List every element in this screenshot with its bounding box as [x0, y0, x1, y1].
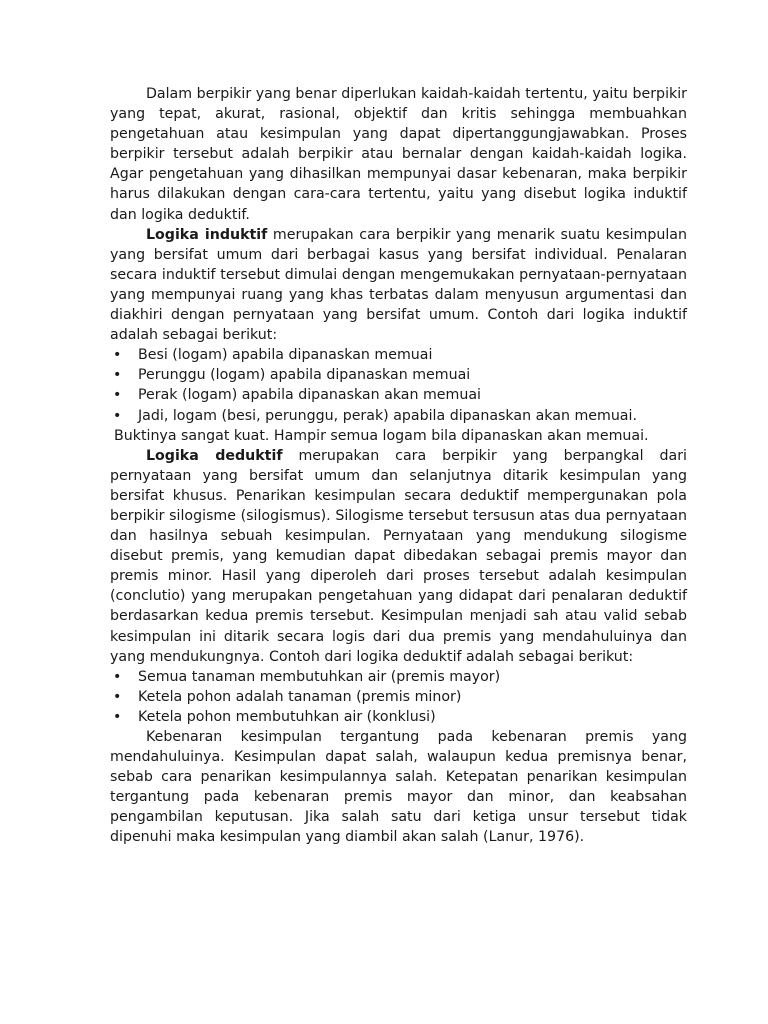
list-item	[110, 365, 687, 385]
paragraph-inductive-text: merupakan cara berpikir yang menarik suatu kesimpulan yang bersifat umum dari berbagai kasus yang bersifat individual. Penalaran secara induktif tersebut dimulai dengan mengemukakan pernyataan-pernyataan yang mempunyai ruang yang khas terbatas dalam menyusun argumentasi dan diakhiri dengan pernyataan yang bersifat umum. Contoh dari logika induktif adalah sebagai berikut:	[110, 226, 687, 344]
paragraph-inductive	[110, 225, 687, 346]
list-item-text: Ketela pohon membutuhkan air (konklusi)	[138, 708, 436, 725]
bullet-marker: •	[113, 668, 122, 685]
bullet-marker: •	[113, 347, 122, 364]
term-logika-induktif: Logika induktif	[146, 226, 268, 243]
bullet-marker: •	[113, 708, 122, 725]
inductive-conclusion: Buktinya sangat kuat. Hampir semua logam bila dipanaskan akan memuai.	[114, 427, 649, 444]
list-item	[110, 667, 687, 687]
list-item	[110, 707, 687, 727]
paragraph-deductive	[110, 446, 687, 667]
list-item-text: Perunggu (logam) apabila dipanaskan memuai	[138, 367, 471, 384]
document-page	[110, 84, 687, 848]
paragraph-intro: Dalam berpikir yang benar diperlukan kaidah-kaidah tertentu, yaitu berpikir yang tepat, akurat, rasional, objektif dan kritis sehingga membuahkan pengetahuan atau kesimpulan yang dapat dipertanggungjawabkan. Proses berpikir tersebut adalah berpikir atau bernalar dengan kaidah-kaidah logika. Agar pengetahuan yang dihasilkan mempunyai dasar kebenaran, maka berpikir harus dilakukan dengan cara-cara tertentu, yaitu yang disebut logika induktif dan logika deduktif.	[110, 86, 687, 223]
paragraph-deductive-text: merupakan cara berpikir yang berpangkal dari pernyataan yang bersifat umum dan selanjutnya ditarik kesimpulan yang bersifat khusus. Penarikan kesimpulan secara deduktif mempergunakan pola berpikir silogisme (silogismus). Silogisme tersebut tersusun atas dua pernyataan dan hasilnya sebuah kesimpulan. Pernyataan yang mendukung silogisme disebut premis, yang kemudian dapat dibedakan sebagai premis mayor dan premis minor. Hasil yang diperoleh dari proses tersebut adalah kesimpulan (conclutio) yang merupakan pengetahuan yang didapat dari penalaran deduktif berdasarkan kedua premis tersebut. Kesimpulan menjadi sah atau valid sebab kesimpulan ini ditarik secara logis dari dua premis yang mendahuluinya dan yang mendukungnya. Contoh dari logika deduktif adalah sebagai berikut:	[110, 447, 687, 665]
list-item	[110, 687, 687, 707]
list-item-text: Besi (logam) apabila dipanaskan memuai	[138, 347, 433, 364]
list-item	[110, 345, 687, 365]
list-item-text: Semua tanaman membutuhkan air (premis mayor)	[138, 668, 501, 685]
list-item	[110, 385, 687, 405]
inductive-examples-list	[110, 345, 687, 425]
bullet-marker: •	[113, 688, 122, 705]
deductive-examples-list	[110, 667, 687, 727]
bullet-marker: •	[113, 387, 122, 404]
term-logika-deduktif: Logika deduktif	[146, 447, 283, 464]
list-item-text: Perak (logam) apabila dipanaskan akan memuai	[138, 387, 481, 404]
bullet-marker: •	[113, 367, 122, 384]
list-item-text: Ketela pohon adalah tanaman (premis minor)	[138, 688, 462, 705]
list-item	[110, 406, 687, 426]
bullet-marker: •	[113, 407, 122, 424]
list-item-text: Jadi, logam (besi, perunggu, perak) apabila dipanaskan akan memuai.	[138, 407, 637, 424]
paragraph-conclusion: Kebenaran kesimpulan tergantung pada kebenaran premis yang mendahuluinya. Kesimpulan dapat salah, walaupun kedua premisnya benar, sebab cara penarikan kesimpulannya salah. Ketepatan penarikan kesimpulan tergantung pada kebenaran premis mayor dan minor, dan keabsahan pengambilan keputusan. Jika salah satu dari ketiga unsur tersebut tidak dipenuhi maka kesimpulan yang diambil akan salah (Lanur, 1976).	[110, 729, 687, 846]
